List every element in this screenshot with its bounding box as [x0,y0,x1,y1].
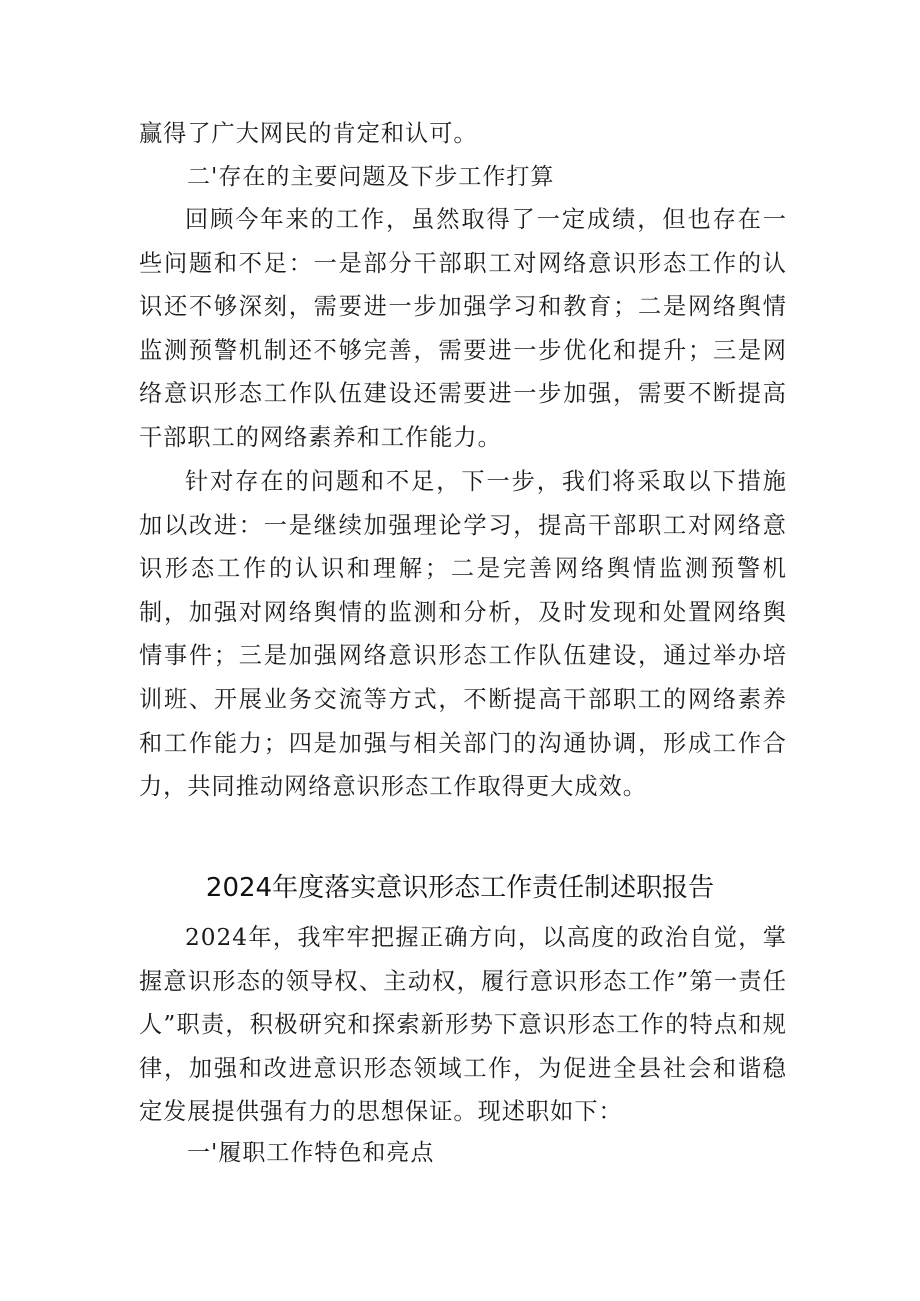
intro-paragraph: 2024年，我牢牢把握正确方向，以高度的政治自觉，掌握意识形态的领导权、主动权，履行意识形态工作”第一责任人”职责，积极研究和探索新形势下意识形态工作的特点和规律，加强和改进意识形态领域工作，为促进全县社会和谐稳定发展提供强有力的思想保证。现述职如下： [139,924,787,1126]
section-heading-highlights: 一'履职工作特色和亮点 [187,1140,435,1166]
continuation-paragraph: 赢得了广大网民的肯定和认可。 [139,120,478,147]
measures-paragraph: 针对存在的问题和不足，下一步，我们将采取以下措施加以改进：一是继续加强理论学习，提高干部职工对网络意识形态工作的认识和理解；二是完善网络舆情监测预警机制，加强对网络舆情的监测和分析，及时发现和处置网络舆情事件；三是加强网络意识形态工作队伍建设，通过举办培训班、开展业务交流等方式，不断提高干部职工的网络素养和工作能力；四是加强与相关部门的沟通协调，形成工作合力，共同推动网络意识形态工作取得更大成效。 [139,468,787,801]
section-heading-problems: 二'存在的主要问题及下步工作打算 [187,164,555,190]
problems-paragraph: 回顾今年来的工作，虽然取得了一定成绩，但也存在一些问题和不足：一是部分干部职工对网络意识形态工作的认识还不够深刻，需要进一步加强学习和教育；二是网络舆情监测预警机制还不够完善，需要进一步优化和提升；三是网络意识形态工作队伍建设还需要进一步加强，需要不断提高干部职工的网络素养和工作能力。 [139,206,787,451]
report-title: 2024年度落实意识形态工作责任制述职报告 [205,873,715,903]
